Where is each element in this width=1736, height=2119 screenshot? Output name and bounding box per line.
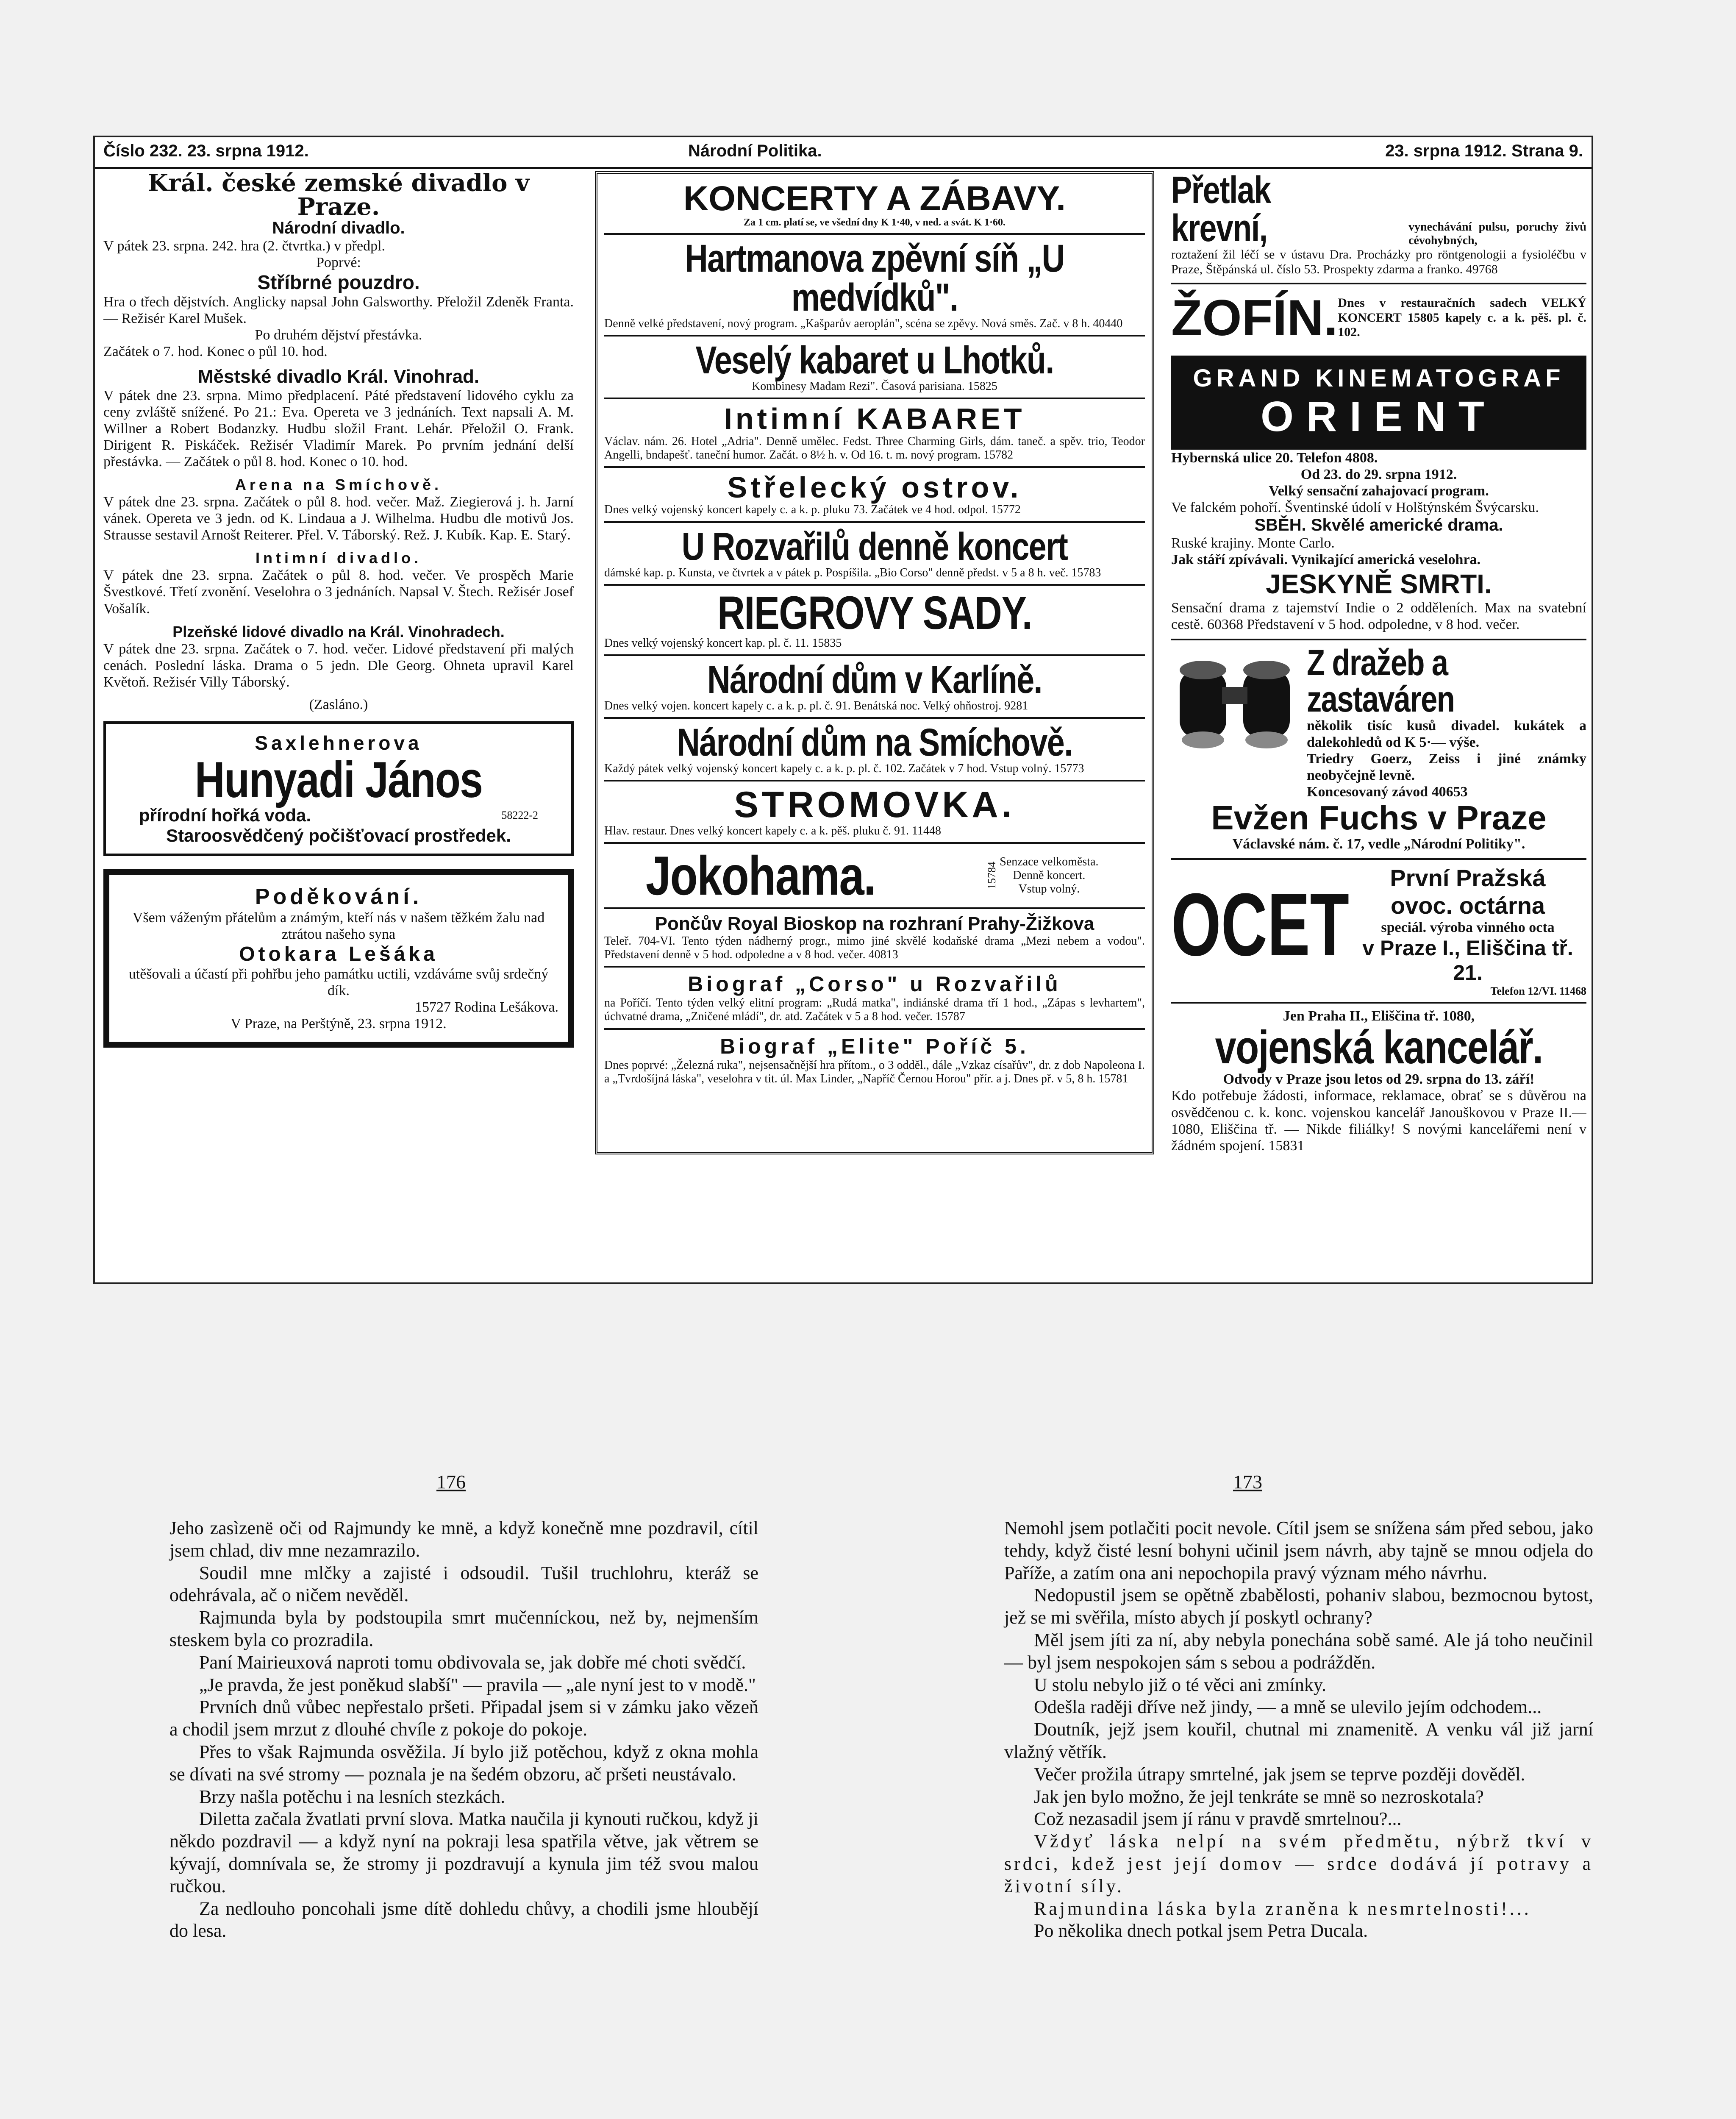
column-theatres	[103, 171, 574, 1159]
corso-title: Biograf „Corso" u Rozvařilů	[688, 972, 1061, 996]
header-right: 23. srpna 1912. Strana 9.	[1385, 142, 1583, 160]
orient-text3: Jak stáří zpívávali. Vynikající americká veselohra.	[1171, 552, 1481, 568]
kral-times: Začátek o 7. hod. Konec o půl 10. hod.	[103, 344, 328, 360]
divider	[604, 466, 1145, 468]
dekovani-text: Všem váženým přátelům a známým, kteří nás v našem těžkém žalu nad ztrátou našeho syna	[132, 909, 545, 943]
rozvarilu-text: dámské kap. p. Kunsta, ve čtvrtek a v pátek p. Pospíšila. „Bio Corso" denně předst. v 5 a 8 h. več. 15783	[604, 566, 1101, 579]
orient-text2: Ruské krajiny. Monte Carlo.	[1171, 535, 1335, 551]
book-paragraph: Večer prožila útrapy smrtelné, jak jsem se teprve později dověděl.	[1034, 1763, 1525, 1785]
zaslano: (Zasláno.)	[309, 696, 368, 712]
koncerty-sub: Za 1 cm. platí se, ve všední dny K 1·40, v ned. a svát. K 1·60.	[743, 217, 1006, 228]
kral-date: V pátek 23. srpna. 242. hra (2. čtvrtka.) v předpl.	[103, 238, 386, 254]
book-paragraph: Soudil mne mlčky a zajisté i odsoudil. Tušil truchlohru, kteráž se odehrávala, ač o ničem nevěděl.	[169, 1562, 758, 1606]
book-right-page	[1004, 1517, 1593, 1942]
arena-text: V pátek dne 23. srpna. Začátek o půl 8. hod. večer. Maž. Ziegierová j. h. Jarní vánek. Opereta ve 3 jedn. od K. Lindaua a J. Wilhelma. Hudbu dle motivů Jos. Strausse sestavil Arnošt Reiterer. Přel. V. Táborský. Rež. J. Kubík. Kap. E. Starý.	[103, 494, 574, 543]
divider	[604, 335, 1145, 336]
plzen-text: V pátek dne 23. srpna. Začátek o 7. hod. večer. Lidové představení při malých cenách. Poslední láska. Drama o 5 jedn. Dle Georg. Ohneta upravil Karel Květoň. Režisér Villy Táborský.	[103, 641, 574, 690]
dekovani-place: V Praze, na Perštýně, 23. srpna 1912.	[231, 1016, 447, 1032]
hunyadi-tag: Staroosvědčený počišťovací prostředek.	[166, 825, 511, 845]
right-page-number: 173	[1233, 1471, 1262, 1493]
pretlak-right: vynechávání pulsu, poruchy živů cévohybných,	[1408, 220, 1586, 247]
divider	[1171, 858, 1586, 860]
dekovani-ad	[103, 869, 574, 1048]
divider	[604, 233, 1145, 235]
ocet-title: OCET	[1171, 874, 1350, 974]
book-paragraph: Rajmunda byla by podstoupila smrt mučenníckou, než by, nejmenším steskem byla co prozradila.	[169, 1607, 758, 1650]
orient-addr: Hybernská ulice 20. Telefon 4808.	[1171, 450, 1378, 466]
hartmanova-text: Denně velké představení, nový program. „Kašparův aeroplán", scéna se zpěvy. Nová směs. Zač. v 8 h. 40440	[604, 317, 1123, 330]
book-paragraph: Rajmundina láska byla zraněna k nesmrtelnosti!...	[1034, 1898, 1531, 1919]
arena-title: Arena na Smíchově.	[235, 476, 442, 494]
book-paragraph: Za nedlouho poncohali jsme dítě dohledu chůvy, a chodili jsme hloubějí do lesa.	[169, 1898, 758, 1941]
jeskyne-title: JESKYNĚ SMRTI.	[1266, 568, 1492, 599]
pretlak-title: Přetlak krevní,	[1171, 171, 1271, 250]
karlin-text: Dnes velký vojen. koncert kapely c. a k. p. pl. č. 91. Benátská noc. Velký ohňostroj. 9281	[604, 699, 1028, 712]
drazeb-text3: Koncesovaný závod 40653	[1307, 784, 1468, 800]
theatre-plzen	[103, 623, 574, 690]
book-paragraph: Doutník, jejž jsem kouřil, chutnal mi znamenitě. A venku vál již jarní vlažný větřík.	[1004, 1719, 1593, 1762]
kral-text: Hra o třech dějstvích. Anglicky napsal John Galsworthy. Přeložil Zdeněk Franta. — Režisér Karel Mušek.	[103, 294, 574, 327]
book-paragraph: Po několika dnech potkal jsem Petra Ducala.	[1034, 1920, 1368, 1941]
book-paragraph: Měl jsem jíti za ní, aby nebyla ponechána sobě samé. Ale já toho neučinil — byl jsem nespokojen sám s sebou a podrážděn.	[1004, 1629, 1593, 1673]
jokohama-ad	[604, 844, 1145, 907]
dekovani-title: Poděkování.	[255, 884, 422, 909]
vojen-sub: Odvody v Praze jsou letos od 29. srpna do 13. září!	[1223, 1071, 1535, 1087]
riegrovy-text: Dnes velký vojenský koncert kap. pl. č. 11. 15835	[604, 636, 842, 650]
drazeb-text2: Triedry Goerz, Zeiss i jiné známky neobyčejně levně.	[1307, 751, 1586, 784]
poncuv-title: Pončův Royal Bioskop na rozhraní Prahy-Žižkova	[655, 913, 1094, 934]
drazeb-ad	[1171, 642, 1586, 853]
fuchs-title: Evžen Fuchs v Praze	[1211, 799, 1547, 837]
orient-prog: Velký sensační zahajovací program.	[1269, 483, 1489, 499]
corso-text: na Poříčí. Tento týden velký elitní program: „Rudá matka", indiánské drama tří 1 hod., „Zápas s levhartem", úchvatné drama, „Zničené mládí", dr. atd. Začátek v 5 a 8 hod. večer. 15787	[604, 996, 1145, 1023]
vojen-text: Kdo potřebuje žádosti, informace, reklamace, obrať se s důvěrou na osvědčenou c. k. konc. vojenskou kancelář Janouškovou v Praze II.—1080, Eliščina tř. — Nikde filiálky! S novými kancelářemi není v žádném spojení. 15831	[1171, 1088, 1586, 1154]
newspaper-header	[95, 137, 1592, 169]
pretlak-ad	[1171, 171, 1586, 277]
hunyadi-name: Hunyadi János	[194, 751, 483, 808]
drazeb-text: několik tisíc kusů divadel. kukátek a dalekohledů od K 5·— výše.	[1307, 717, 1586, 750]
drazeb-title: Z dražeb a zastaváren	[1307, 642, 1455, 720]
mestske-title: Městské divadlo Král. Vinohrad.	[197, 366, 480, 387]
divider	[604, 1028, 1145, 1030]
rozvarilu-title: U Rozvařilů denně koncert	[681, 525, 1068, 568]
elite-text: Dnes poprvé: „Železná ruka", nejsensačnější hra přítom., o 3 odděl., dále „Vzkaz císařův", dr. z dob Napoleona I. a „Tvrdošíjná láska", veselohra v tit. úl. Max Linder, „Napříč Černou Horou" přír. a j. Dnes př. v 5, 8 h. 15781	[604, 1058, 1145, 1085]
kral-play: Stříbrné pouzdro.	[257, 271, 420, 294]
book-paragraph: Jeho zasìzenё oči od Rajmundy ke mnё, a když konečně mne pozdravil, cítil jsem chlad, div mne nezamrazilo.	[169, 1518, 758, 1561]
divider	[1171, 283, 1586, 284]
dekovani-sig: 15727 Rodina Lešákova.	[415, 999, 558, 1015]
orient-date: Od 23. do 29. srpna 1912.	[1300, 467, 1457, 483]
dekovani-name: Otokara Lešáka	[239, 943, 438, 966]
book-paragraph: Brzy našla potěchu i na lesních stezkách.	[199, 1786, 506, 1807]
newspaper-clipping	[93, 136, 1593, 1284]
book-paragraph: „Je pravda, že jest poněkud slabší" — pravila — „ale nyní jest to v modě."	[199, 1674, 756, 1695]
divider	[604, 654, 1145, 656]
book-paragraph: Přes to však Rajmunda osvěžila. Jí bylo již potěchou, když z okna mohla se dívati na své stromy — poznala je na šedém obzoru, ač pršeti neustávalo.	[169, 1741, 758, 1785]
koncerty-title: KONCERTY A ZÁBAVY.	[683, 179, 1066, 218]
theatre-arena	[103, 476, 574, 543]
vesely-text: Kombinesy Madam Rezi". Časová parisiana. 15825	[752, 379, 997, 393]
strelecky-text: Dnes velký vojenský koncert kapely c. a k. p. pluku 73. Začátek ve 4 hod. odpol. 15772	[604, 503, 1021, 517]
divider	[604, 521, 1145, 523]
riegrovy-title: RIEGROVY SADY.	[717, 587, 1032, 639]
book-paragraph: Diletta začala žvatlati první slova. Matka naučila ji kynouti ručkou, když ji někdo pozdravil — a když nyní na pokraji lesa spatřila větve, jak větrem se kývají, domnívala se, že stromy ji pozdravují a kynula jim též svou malou ručkou.	[169, 1808, 758, 1897]
intimni-kabaret-text: Václav. nám. 26. Hotel „Adria". Denně umělec. Fedst. Three Charming Girls, dám. taneč. a spěv. trio, Teodor Angelli, bndapešť. taneční humor. Začát. o 8½ h. v. Od 16. t. m. nový program. 15782	[604, 434, 1145, 462]
zofin-text: Dnes v restauračních sadech VELKÝ KONCERT 15805 kapely c. a k. pěš. pl. č. 102.	[1338, 296, 1586, 339]
poncuv-text: Teleř. 704-VI. Tento týden nádherný progr., mimo jiné skvělé kodaňské drama „Mezi nebem a vodou". Představení denně v 5 hod. odpoledne a v 8 hod. večer. 40813	[604, 934, 1145, 962]
divider	[604, 584, 1145, 586]
orient-name: ORIENT	[1261, 393, 1497, 440]
plzen-title: Plzeňské lidové divadlo na Král. Vinohradech.	[172, 623, 505, 640]
column-ads	[1171, 171, 1586, 1159]
kral-pause: Po druhém dějství přestávka.	[255, 327, 422, 343]
ocet-r2: ovoc. octárna	[1390, 892, 1545, 919]
divider	[1171, 639, 1586, 640]
kral-premiere: Poprvé:	[316, 255, 361, 271]
book-paragraph: Což nezasadil jsem jí ránu v pravdě smrtelnou?...	[1034, 1808, 1402, 1830]
zofin-ad	[1171, 289, 1586, 347]
smichov-title: Národní dům na Smíchově.	[677, 721, 1072, 765]
intimni-text: V pátek dne 23. srpna. Začátek o půl 8. hod. večer. Ve prospěch Marie Švestkové. Třetí zvonění. Veselohra o 3 jednáních. Napsal V. Štech. Režisér Josef Vošalík.	[103, 567, 574, 617]
orient-banner	[1171, 356, 1586, 450]
theatre-kral	[103, 171, 574, 360]
hartmanova-title: Hartmanova zpěvní síň „U medvídků".	[685, 236, 1064, 319]
binoculars-icon	[1171, 645, 1298, 763]
divider	[604, 966, 1145, 968]
mestske-text: V pátek dne 23. srpna. Mimo předplacení. Páté představení lidového cyklu za ceny zvláště snížené. Po 21.: Eva. Opereta ve 3 jednáních. Text napsali A. M. Willner a Robert Bodanzky. Hudbu složil Frant. Lehár. Přeložil O. Frank. Dirigent R. Piskáček. Režisér Vladimír Marek. Po prvním jednání delší přestávka. — Začátek o půl 8. hod. Konec o 10. hod.	[103, 387, 574, 470]
intimni-kabaret-title: Intimní KABARET	[724, 402, 1025, 436]
theatre-mestske	[103, 366, 574, 470]
vojen-top: Jen Praha II., Eliščina tř. 1080,	[1283, 1008, 1475, 1024]
jokohama-num: 15784	[986, 862, 998, 890]
karlin-title: Národní dům v Karlíně.	[707, 658, 1042, 701]
vojen-ad	[1171, 1008, 1586, 1154]
ocet-ad	[1171, 864, 1586, 985]
smichov-text: Každý pátek velký vojenský koncert kapely c. a k. p. pl. č. 102. Začátek v 7 hod. Vstup volný. 15773	[604, 762, 1084, 776]
book-paragraph: Jak jen bylo možno, že jejl tenkráte se mnё so nezroskotala?	[1034, 1786, 1484, 1807]
book-left-page	[169, 1517, 758, 1942]
stromovka-text: Hlav. restaur. Dnes velký koncert kapely c. a k. pěš. pluku č. 91. 11448	[604, 824, 941, 837]
ocet-r3: speciál. výroba vinného octa	[1381, 920, 1555, 936]
divider	[604, 717, 1145, 719]
strelecky-title: Střelecký ostrov.	[727, 470, 1022, 504]
divider	[604, 842, 1145, 844]
orient-sbeh: SBĚH. Skvělé americké drama.	[1254, 516, 1503, 535]
jokohama-side: Senzace velkoměsta. Denně koncert. Vstup volný.	[1000, 855, 1099, 895]
fuchs-addr: Václavské nám. č. 17, vedle „Národní Politiky".	[1232, 836, 1525, 852]
hunyadi-maker: Saxlehnerova	[255, 731, 422, 754]
kral-title: Král. české zemské divadlo v Praze.	[147, 171, 530, 221]
intimni-title: Intimní divadlo.	[255, 549, 422, 567]
vesely-title: Veselý kabaret u Lhotků.	[695, 338, 1054, 382]
divider	[1171, 1002, 1586, 1004]
left-page-number: 176	[436, 1471, 466, 1493]
book-paragraph: Vždyť láska nelpí na svém předmětu, nýbrž tkví v srdci, kdež jest její domov — srdce dodává jí potravy a životní síly.	[1004, 1831, 1593, 1897]
hunyadi-num: 58222-2	[501, 809, 538, 822]
divider	[604, 780, 1145, 781]
orient-text: Ve falckém pohoří. Šventinské údolí v Holštýnském Švýcarsku.	[1171, 500, 1539, 516]
ocet-tel: Telefon 12/VI. 11468	[1490, 985, 1586, 998]
hunyadi-ad	[103, 721, 574, 856]
theatre-intimni	[103, 549, 574, 617]
book-paragraph: U stolu nebylo již o té věci ani zmínky.	[1034, 1674, 1326, 1695]
pretlak-text: roztažení žil léčí se v ústavu Dra. Procházky pro röntgenologii a fysioléčbu v Praze, Štěpánská ul. číslo 53. Prospekty zdarma a franko. 49768	[1171, 247, 1586, 276]
orient-grand: GRAND KINEMATOGRAF	[1193, 364, 1565, 392]
narodni-divadlo: Národní divadlo.	[272, 219, 405, 237]
vojen-title: vojenská kancelář.	[1215, 1021, 1543, 1074]
orient-details	[1171, 450, 1586, 633]
stromovka-title: STROMOVKA.	[734, 784, 1015, 826]
zofin-title: ŽOFÍN.	[1171, 289, 1338, 346]
divider	[604, 398, 1145, 399]
header-center: Národní Politika.	[688, 142, 822, 160]
elite-title: Biograf „Elite" Poříč 5.	[720, 1034, 1029, 1058]
dekovani-text2: utěšovali a účastí při pohřbu jeho památku uctili, vzdáváme svůj srdečný dík.	[128, 966, 549, 999]
book-paragraph: Prvních dnů vůbec nepřestalo pršeti. Připadal jsem si v zámku jako vězeň a chodil jsem mrzut z dlouhé chvíle z pokoje do pokoje.	[169, 1696, 758, 1740]
jokohama-title: Jokohama.	[645, 844, 876, 907]
column-concerts	[595, 171, 1154, 1154]
ocet-r4: v Praze I., Eliščina tř. 21.	[1362, 936, 1573, 985]
book-paragraph: Nemohl jsem potlačiti pocit nevole. Cítil jsem se sníženа sám před sebou, jako tehdy, když čisté lesní bohyni učinil jsem návrh, aby tajně se mnou odjela do Paříže, a zatím ona ani nepochopila pravý význam mého návrhu.	[1004, 1518, 1593, 1583]
book-paragraph: Odešla raději dříve než jindy, — a mně se ulevilo jejím odchodem...	[1034, 1696, 1542, 1718]
book-paragraph: Paní Mairieuxová naproti tomu obdivovala se, jak dobře mé choti svědčí.	[199, 1652, 746, 1673]
book-paragraph: Nedopustil jsem se opětně zbabělosti, pohaniv slabou, bezmocnou bytost, jež se mi svěřila, místo abych jí poskytl ochrany?	[1004, 1585, 1593, 1628]
jeskyne-text: Sensační drama z tajemství Indie o 2 odděleních. Max na svatební cestě. 60368 Představení v 5 hod. odpoledne, v 8 hod. večer.	[1171, 600, 1586, 632]
divider	[604, 907, 1145, 909]
ocet-r1: První Pražská	[1390, 865, 1546, 892]
hunyadi-desc: přírodní hořká voda.	[139, 805, 311, 825]
header-left: Číslo 232. 23. srpna 1912.	[103, 142, 309, 160]
